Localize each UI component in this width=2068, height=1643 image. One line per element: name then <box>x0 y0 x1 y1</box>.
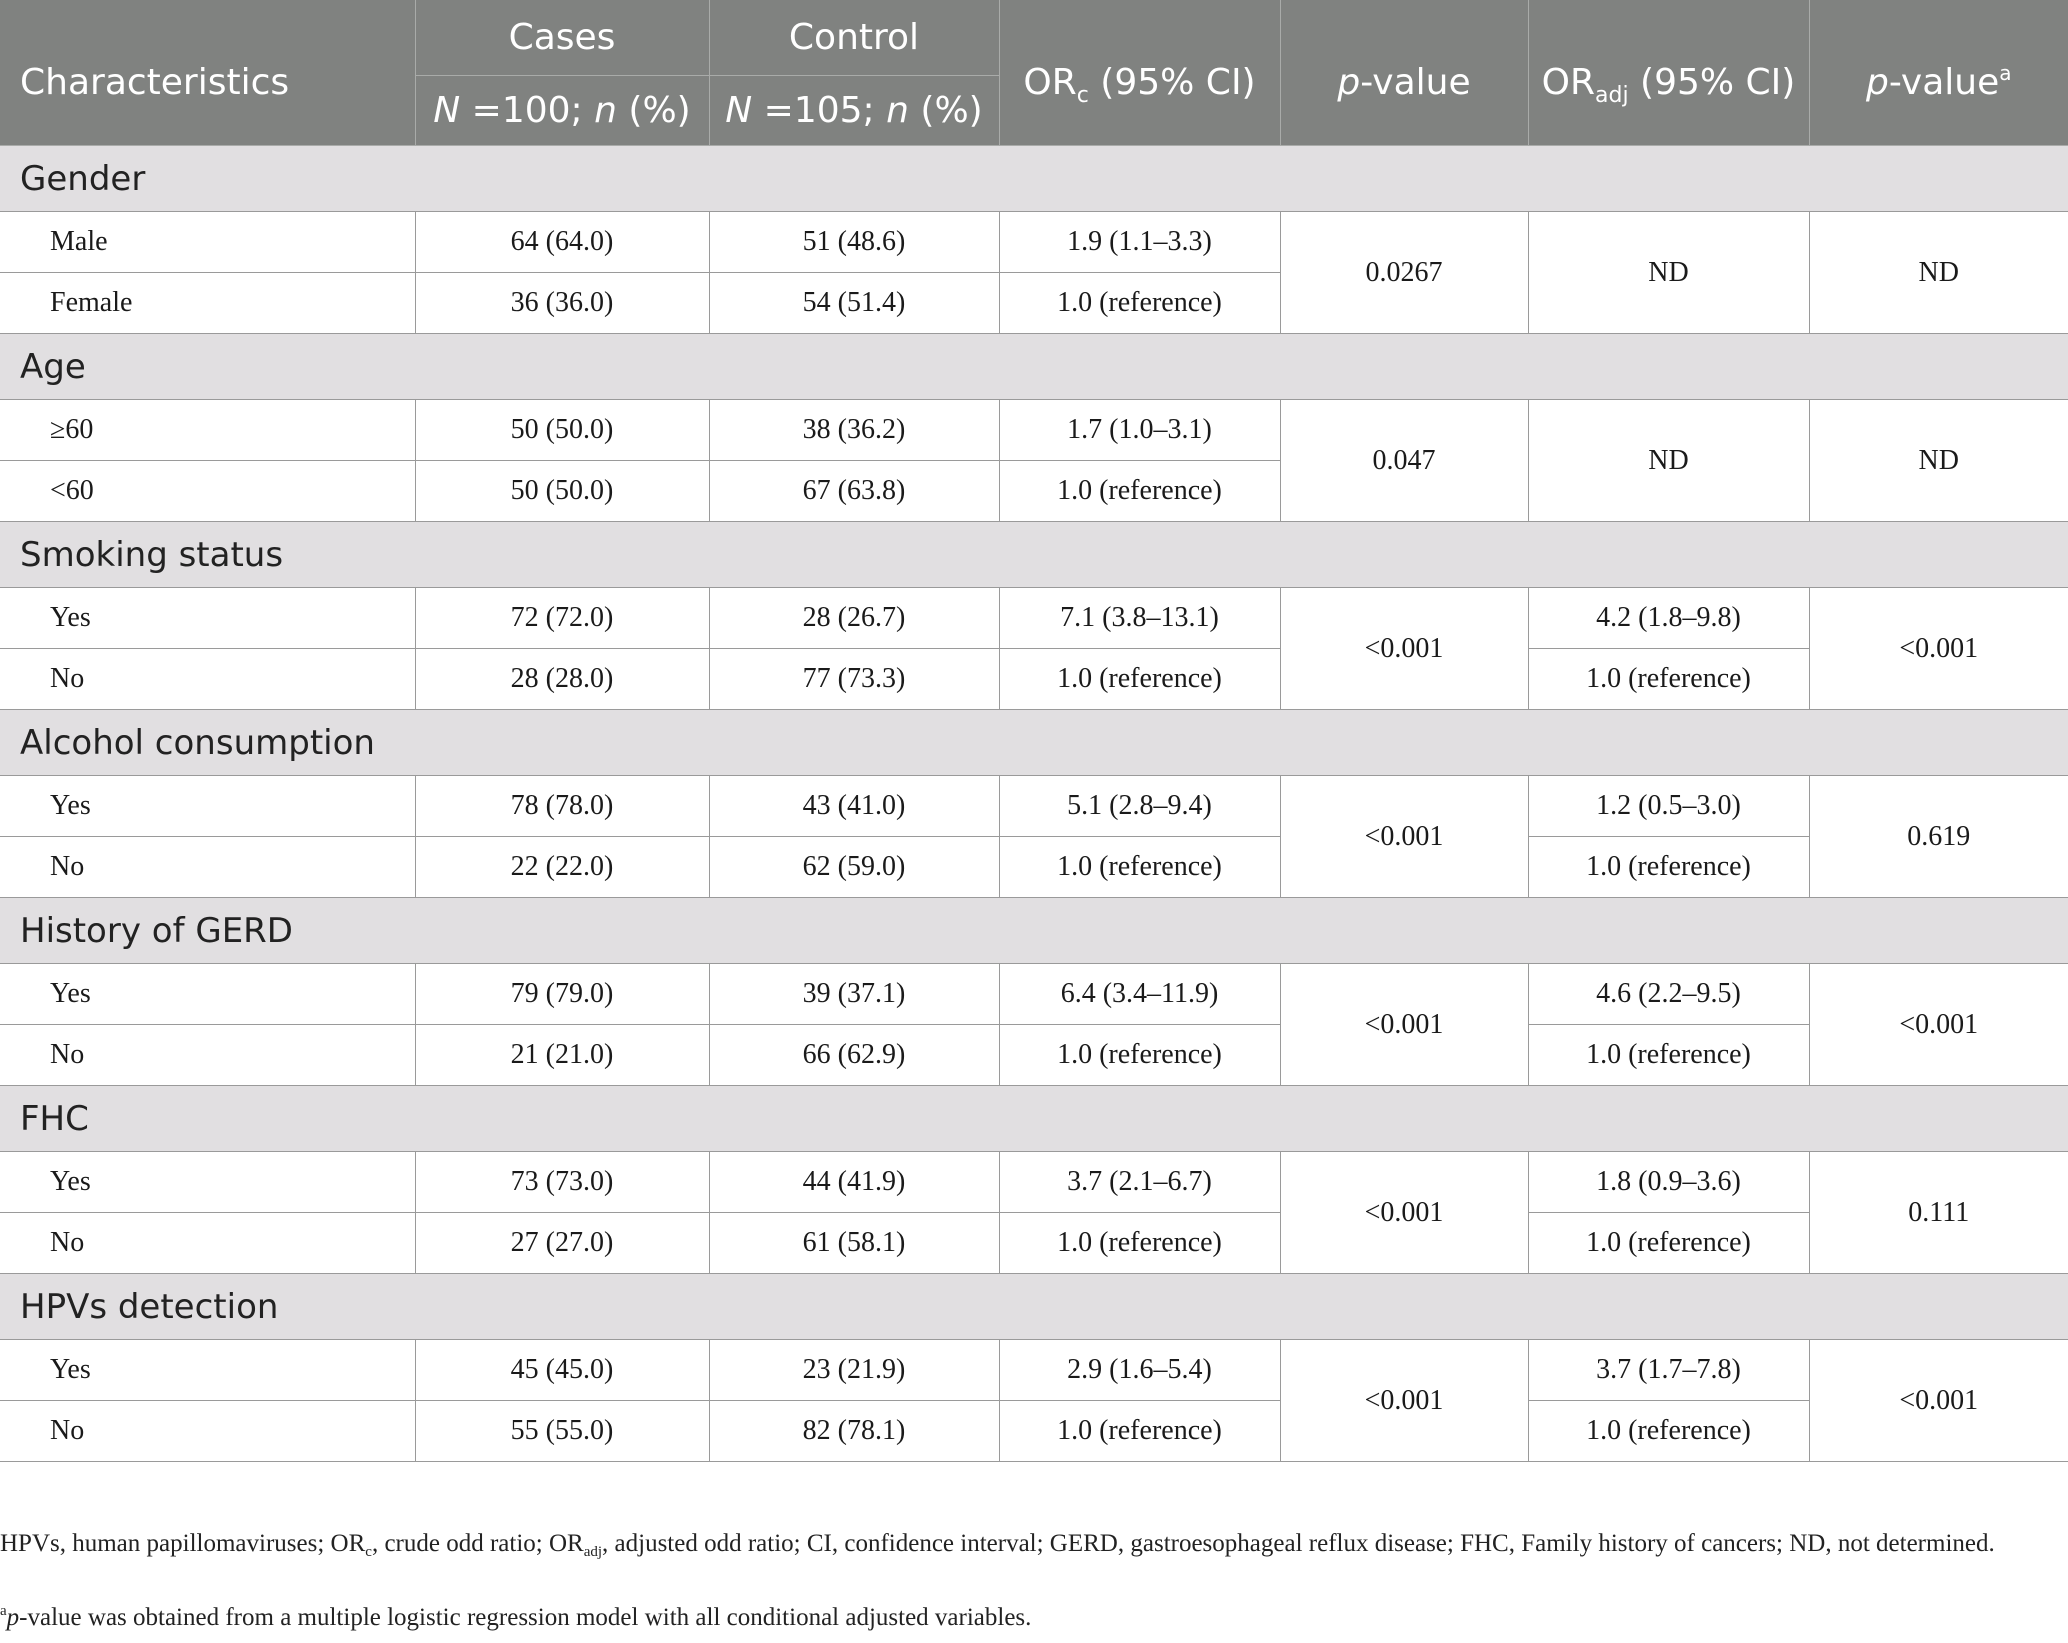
cases-cell: 50 (50.0) <box>415 461 709 522</box>
control-cell: 28 (26.7) <box>709 588 999 649</box>
header-cases-n: N =100; n (%) <box>415 76 709 146</box>
control-cell: 82 (78.1) <box>709 1401 999 1462</box>
group-name: History of GERD <box>0 898 2068 964</box>
control-cell: 67 (63.8) <box>709 461 999 522</box>
row-label: Yes <box>0 1340 415 1401</box>
row-label: No <box>0 1025 415 1086</box>
row-label: Yes <box>0 1152 415 1213</box>
table-row <box>0 1213 2068 1274</box>
orc-cell: 1.0 (reference) <box>999 461 1280 522</box>
control-cell: 54 (51.4) <box>709 273 999 334</box>
control-cell: 51 (48.6) <box>709 212 999 273</box>
control-cell: 61 (58.1) <box>709 1213 999 1274</box>
orc-cell: 1.0 (reference) <box>999 1025 1280 1086</box>
group-name: FHC <box>0 1086 2068 1152</box>
group-name: HPVs detection <box>0 1274 2068 1340</box>
row-label: Yes <box>0 964 415 1025</box>
group-name: Age <box>0 334 2068 400</box>
control-cell: 44 (41.9) <box>709 1152 999 1213</box>
control-cell: 38 (36.2) <box>709 400 999 461</box>
cases-cell: 78 (78.0) <box>415 776 709 837</box>
table-body <box>0 146 2068 1462</box>
cases-cell: 64 (64.0) <box>415 212 709 273</box>
pvalue-adjusted-cell: ND <box>1809 212 2068 334</box>
group-header-row <box>0 898 2068 964</box>
pvalue-adjusted-cell: <0.001 <box>1809 588 2068 710</box>
oradj-cell: 1.2 (0.5–3.0) <box>1528 776 1809 837</box>
group-header-row <box>0 710 2068 776</box>
orc-cell: 1.0 (reference) <box>999 273 1280 334</box>
pvalue-cell: 0.047 <box>1280 400 1528 522</box>
pvalue-adjusted-cell: <0.001 <box>1809 964 2068 1086</box>
row-label: ≥60 <box>0 400 415 461</box>
orc-cell: 2.9 (1.6–5.4) <box>999 1340 1280 1401</box>
group-name: Alcohol consumption <box>0 710 2068 776</box>
cases-cell: 55 (55.0) <box>415 1401 709 1462</box>
cases-cell: 22 (22.0) <box>415 837 709 898</box>
footnote-pvalue: $^a$p-value was obtained from a multiple logistic regression model with all conditional adjusted variables. <box>0 1603 1032 1631</box>
cases-cell: 21 (21.0) <box>415 1025 709 1086</box>
row-label: Yes <box>0 776 415 837</box>
oradj-cell: 1.8 (0.9–3.6) <box>1528 1152 1809 1213</box>
oradj-cell: ND <box>1528 400 1809 522</box>
control-cell: 66 (62.9) <box>709 1025 999 1086</box>
cases-cell: 79 (79.0) <box>415 964 709 1025</box>
group-header-row <box>0 522 2068 588</box>
table-row <box>0 776 2068 837</box>
oradj-cell: 3.7 (1.7–7.8) <box>1528 1340 1809 1401</box>
table-row <box>0 1401 2068 1462</box>
oradj-cell: 1.0 (reference) <box>1528 1025 1809 1086</box>
orc-cell: 7.1 (3.8–13.1) <box>999 588 1280 649</box>
oradj-cell: 1.0 (reference) <box>1528 1213 1809 1274</box>
pvalue-adjusted-cell: 0.111 <box>1809 1152 2068 1274</box>
orc-cell: 1.0 (reference) <box>999 1213 1280 1274</box>
oradj-cell: 1.0 (reference) <box>1528 1401 1809 1462</box>
orc-cell: 1.9 (1.1–3.3) <box>999 212 1280 273</box>
control-cell: 43 (41.0) <box>709 776 999 837</box>
orc-cell: 1.7 (1.0–3.1) <box>999 400 1280 461</box>
table-row <box>0 1340 2068 1401</box>
pvalue-cell: 0.0267 <box>1280 212 1528 334</box>
pvalue-cell: <0.001 <box>1280 776 1528 898</box>
oradj-cell: 4.6 (2.2–9.5) <box>1528 964 1809 1025</box>
table-header <box>0 0 2068 146</box>
header-oradj: $OR_{adj}$ (95% CI) <box>1528 0 1809 146</box>
pvalue-adjusted-cell: 0.619 <box>1809 776 2068 898</box>
header-characteristics: Characteristics <box>0 0 415 146</box>
pvalue-cell: <0.001 <box>1280 1152 1528 1274</box>
control-cell: 23 (21.9) <box>709 1340 999 1401</box>
cases-cell: 50 (50.0) <box>415 400 709 461</box>
orc-cell: 1.0 (reference) <box>999 837 1280 898</box>
row-label: No <box>0 1213 415 1274</box>
cases-cell: 72 (72.0) <box>415 588 709 649</box>
pvalue-adjusted-cell: ND <box>1809 400 2068 522</box>
control-cell: 77 (73.3) <box>709 649 999 710</box>
header-pvalue-adjusted: p-value$^a$ <box>1809 0 2068 146</box>
orc-cell: 5.1 (2.8–9.4) <box>999 776 1280 837</box>
oradj-cell: 1.0 (reference) <box>1528 837 1809 898</box>
group-header-row <box>0 146 2068 212</box>
group-header-row <box>0 1274 2068 1340</box>
cases-cell: 73 (73.0) <box>415 1152 709 1213</box>
oradj-cell: 1.0 (reference) <box>1528 649 1809 710</box>
header-control: Control <box>709 0 999 76</box>
orc-cell: 1.0 (reference) <box>999 1401 1280 1462</box>
orc-cell: 3.7 (2.1–6.7) <box>999 1152 1280 1213</box>
group-header-row <box>0 1086 2068 1152</box>
cases-cell: 27 (27.0) <box>415 1213 709 1274</box>
table-row <box>0 588 2068 649</box>
control-cell: 39 (37.1) <box>709 964 999 1025</box>
row-label: Male <box>0 212 415 273</box>
table-row <box>0 837 2068 898</box>
group-header-row <box>0 334 2068 400</box>
table-row <box>0 964 2068 1025</box>
orc-cell: 1.0 (reference) <box>999 649 1280 710</box>
header-control-n: N =105; n (%) <box>709 76 999 146</box>
group-name: Gender <box>0 146 2068 212</box>
pvalue-cell: <0.001 <box>1280 1340 1528 1462</box>
row-label: <60 <box>0 461 415 522</box>
header-orc: $OR_c$ (95% CI) <box>999 0 1280 146</box>
oradj-cell: 4.2 (1.8–9.8) <box>1528 588 1809 649</box>
table-row <box>0 1025 2068 1086</box>
table-row <box>0 400 2068 461</box>
table-row <box>0 649 2068 710</box>
orc-cell: 6.4 (3.4–11.9) <box>999 964 1280 1025</box>
oradj-cell: ND <box>1528 212 1809 334</box>
row-label: No <box>0 837 415 898</box>
row-label: No <box>0 649 415 710</box>
pvalue-cell: <0.001 <box>1280 588 1528 710</box>
pvalue-adjusted-cell: <0.001 <box>1809 1340 2068 1462</box>
cases-cell: 28 (28.0) <box>415 649 709 710</box>
header-pvalue: p-value <box>1280 0 1528 146</box>
row-label: Female <box>0 273 415 334</box>
group-name: Smoking status <box>0 522 2068 588</box>
row-label: No <box>0 1401 415 1462</box>
row-label: Yes <box>0 588 415 649</box>
header-cases: Cases <box>415 0 709 76</box>
table-row <box>0 212 2068 273</box>
cases-cell: 36 (36.0) <box>415 273 709 334</box>
table-row <box>0 1152 2068 1213</box>
cases-cell: 45 (45.0) <box>415 1340 709 1401</box>
footnote-abbreviations: HPVs, human papillomaviruses; $OR_c$, crude odd ratio; $OR_{adj}$, adjusted odd ratio; CI, confidence interval; GERD, gastroesophageal reflux disease; FHC, Family history of cancers; ND, not determined. <box>0 1530 1995 1560</box>
pvalue-cell: <0.001 <box>1280 964 1528 1086</box>
control-cell: 62 (59.0) <box>709 837 999 898</box>
